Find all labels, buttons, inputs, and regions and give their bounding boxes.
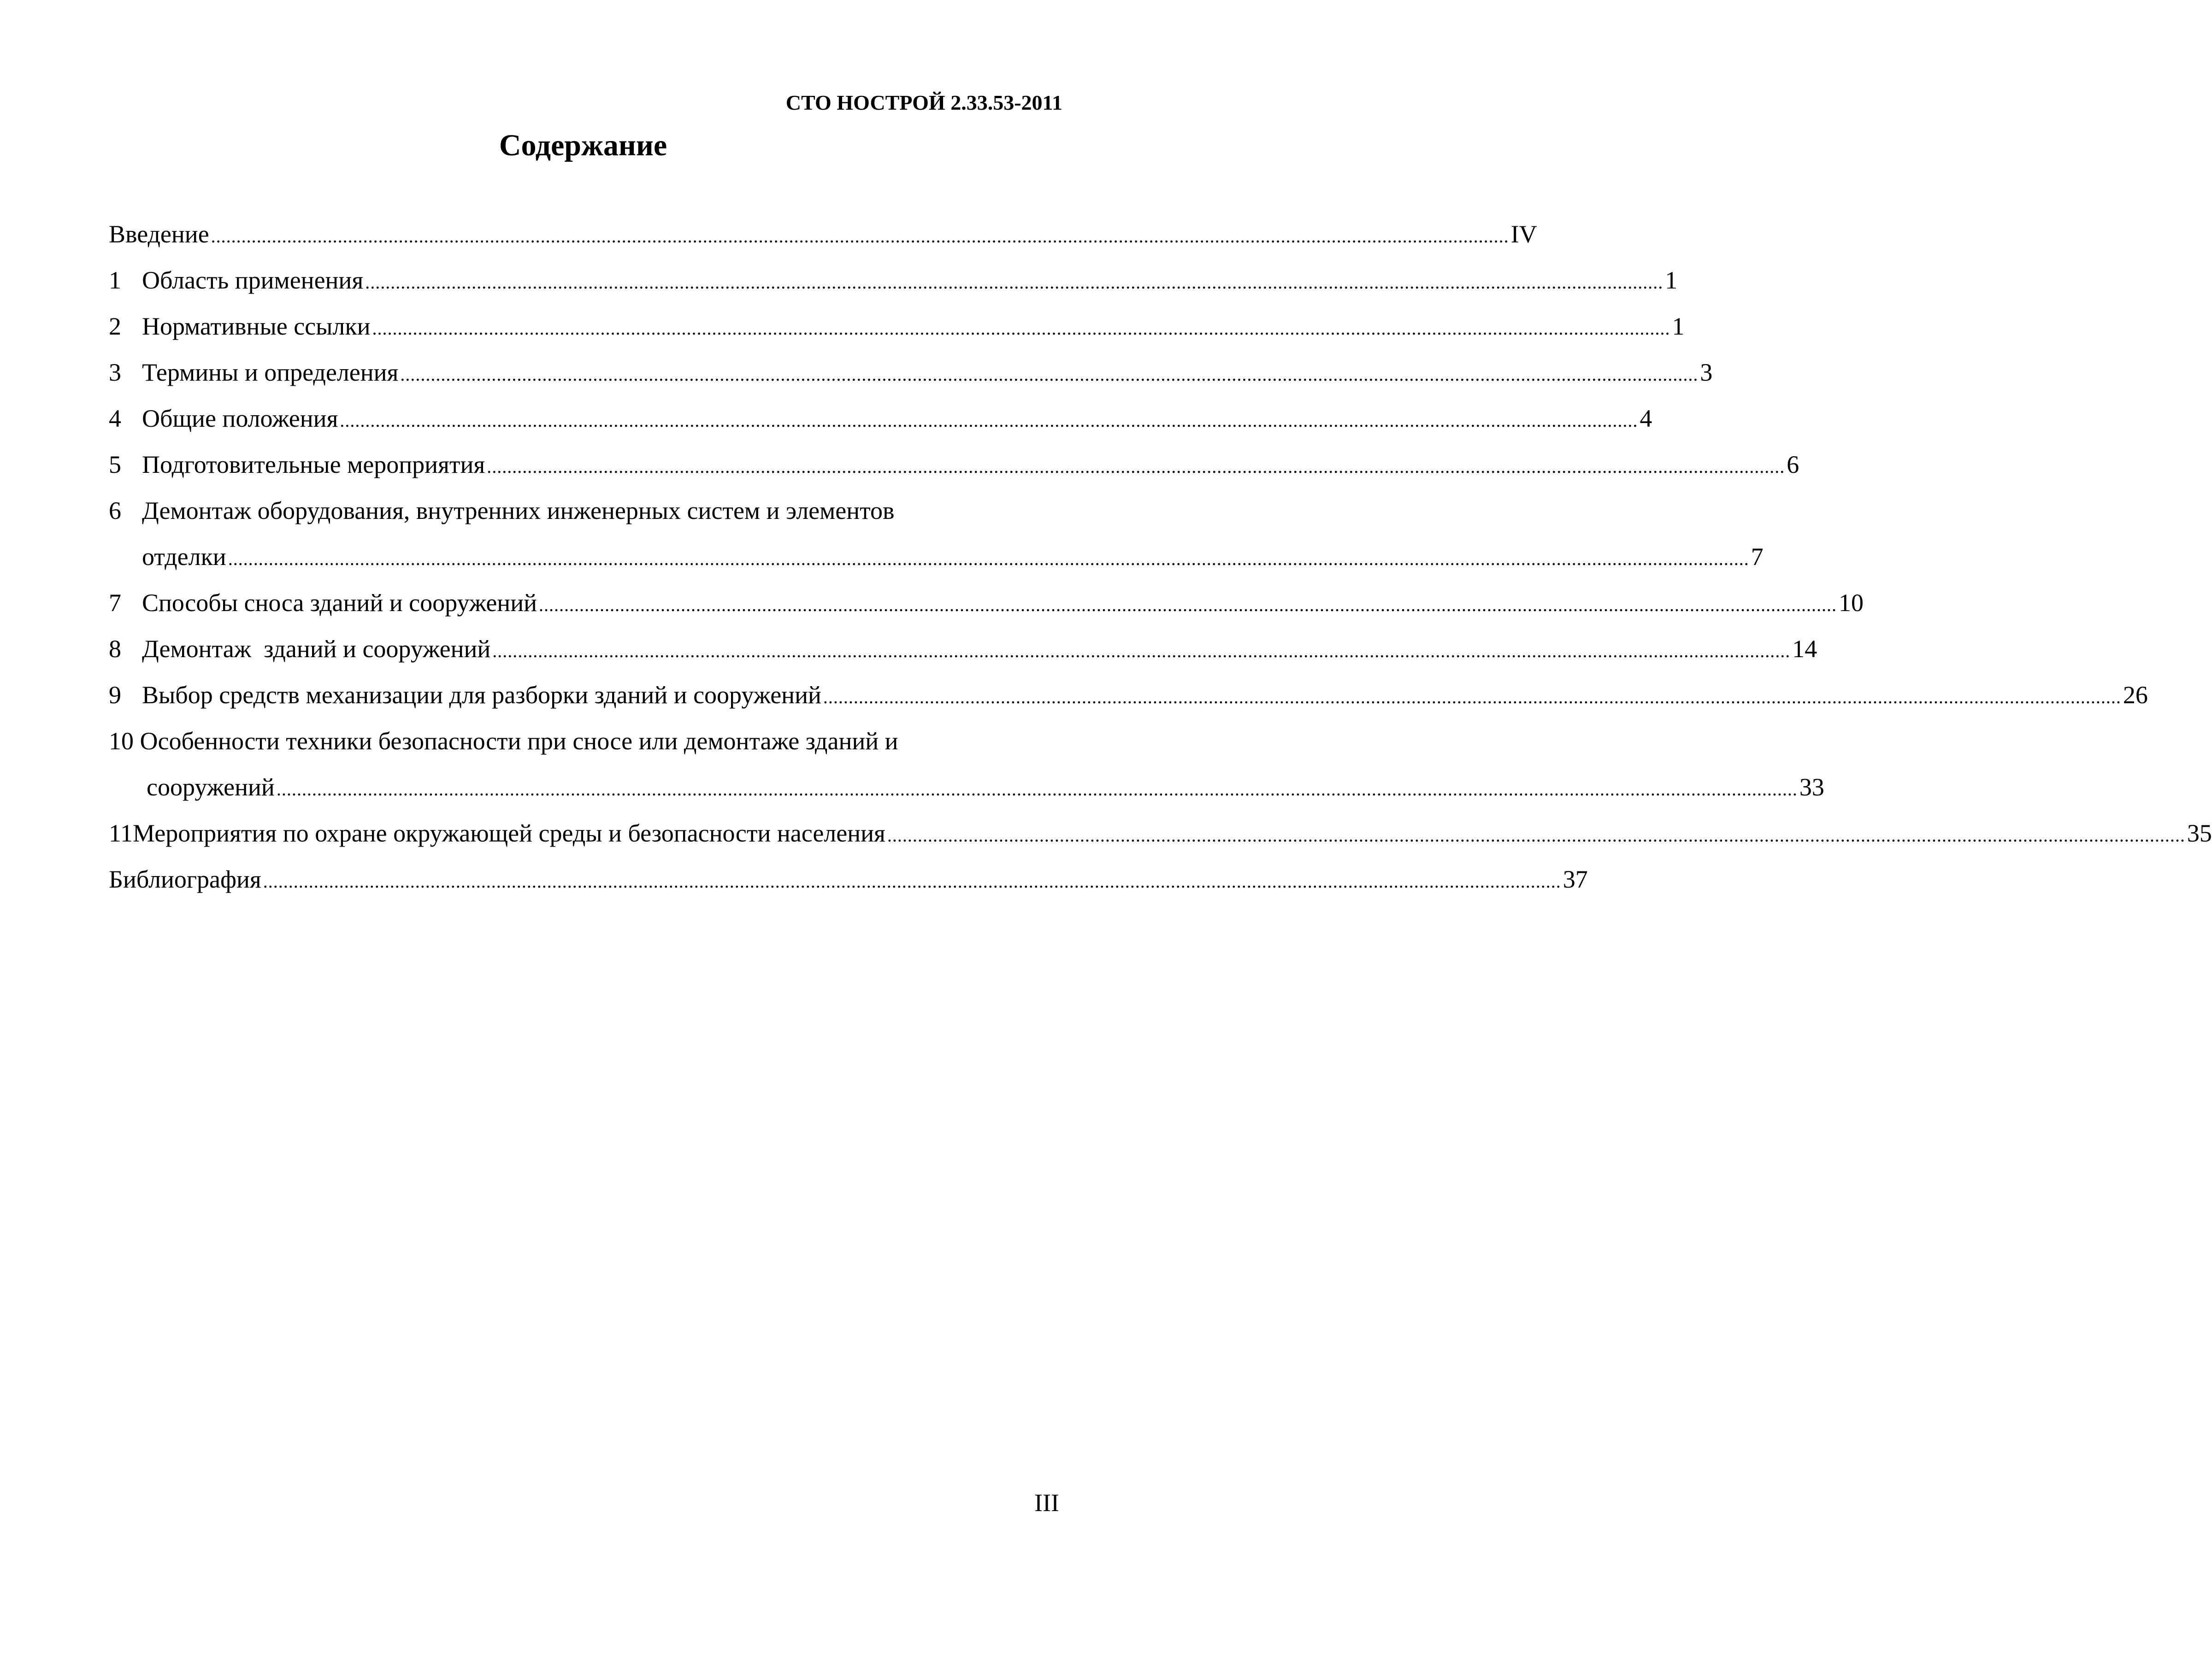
toc-entry-11[interactable] [109, 810, 2212, 856]
dot-leader [365, 259, 1663, 306]
toc-entry-label: Библиография [109, 865, 261, 893]
toc-entry-number: 3 [109, 359, 121, 386]
toc-entry-page: 26 [2123, 681, 2148, 709]
toc-entry-number: 11 [109, 819, 133, 847]
toc-entry-number: 4 [109, 405, 121, 432]
toc-entry-number: 1 [109, 266, 121, 294]
toc-entry-page: 14 [1792, 635, 1817, 663]
toc-entry-line [109, 488, 1054, 534]
toc-entry-number: 10 [109, 727, 134, 755]
dot-leader [492, 628, 1790, 674]
dot-leader [887, 812, 2185, 859]
dot-leader [487, 444, 1785, 490]
dot-leader [340, 398, 1638, 444]
toc-entry-page: 10 [1839, 589, 1864, 617]
toc-entry-page: 33 [1799, 773, 1824, 801]
toc-entry-label: Нормативные ссылки [142, 312, 371, 340]
toc-entry-label: Подготовительные мероприятия [142, 451, 485, 478]
toc-entry-page: 7 [1751, 543, 1764, 571]
toc-entry-bibliography[interactable] [109, 856, 1588, 902]
toc-entry-page: 37 [1563, 865, 1588, 893]
toc-entry-label: Демонтаж оборудования, внутренних инженерных систем и элементов [142, 497, 895, 524]
dot-leader [823, 674, 2121, 720]
toc-entry-page: 6 [1787, 451, 1799, 478]
toc-entry-continuation [109, 534, 1764, 580]
toc-entry-number: 8 [109, 635, 121, 663]
dot-leader [372, 306, 1670, 352]
toc-entry-label: Демонтаж зданий и сооружений [142, 635, 491, 663]
toc-entry-label: Введение [109, 220, 209, 248]
toc-entry-label-continued: отделки [142, 543, 226, 571]
toc-entry-3[interactable] [109, 349, 1713, 395]
toc-entry-number: 5 [109, 451, 121, 478]
toc-entry-continuation [109, 764, 1824, 810]
toc-entry-page: 4 [1640, 405, 1652, 432]
dot-leader [263, 859, 1561, 905]
toc-entry-page: 1 [1665, 266, 1678, 294]
toc-entry-7[interactable] [109, 580, 1864, 626]
toc-entry-number: 6 [109, 497, 121, 524]
toc-entry-number: 9 [109, 681, 121, 709]
dot-leader [539, 582, 1837, 628]
toc-entry-label: Общие положения [142, 405, 338, 432]
toc-entry-label: Выбор средств механизации для разборки зданий и сооружений [142, 681, 821, 709]
toc-entry-8[interactable] [109, 626, 1817, 672]
toc-entry-2[interactable] [109, 303, 1685, 349]
toc-entry-10[interactable] [109, 718, 1824, 810]
toc-entry-9[interactable] [109, 672, 2148, 718]
toc-entry-intro[interactable] [109, 211, 1537, 257]
toc-entry-label: Мероприятия по охране окружающей среды и безопасности населения [133, 819, 885, 847]
toc-entry-number: 7 [109, 589, 121, 617]
toc-entry-label: Область применения [142, 266, 364, 294]
toc-entry-page: IV [1510, 220, 1537, 248]
toc-entry-page: 3 [1700, 359, 1713, 386]
toc-entry-label: Особенности техники безопасности при сносе или демонтаже зданий и [140, 727, 898, 755]
dot-leader [400, 352, 1698, 398]
table-of-contents [109, 211, 2212, 902]
toc-entry-label: Термины и определения [142, 359, 399, 386]
toc-entry-label-continued: сооружений [147, 773, 275, 801]
toc-entry-label: Способы сноса зданий и сооружений [142, 589, 537, 617]
toc-entry-5[interactable] [109, 441, 1799, 488]
page-title: Содержание [499, 129, 667, 162]
dot-leader: ............................................................................................................................................................................................................................................................................................................ [228, 548, 1749, 569]
dot-leader: ............................................................................................................................................................................................................................................................................................................ [276, 779, 1798, 800]
toc-entry-4[interactable] [109, 395, 1652, 441]
toc-entry-line [109, 718, 1054, 764]
toc-entry-page: 1 [1672, 312, 1685, 340]
toc-entry-6[interactable] [109, 488, 1764, 580]
toc-entry-number: 2 [109, 312, 121, 340]
document-code: СТО НОСТРОЙ 2.33.53-2011 [785, 91, 1062, 114]
page-number: III [1034, 1489, 1059, 1517]
toc-entry-1[interactable] [109, 257, 1678, 303]
dot-leader [211, 213, 1509, 259]
toc-entry-page: 35 [2187, 819, 2212, 847]
